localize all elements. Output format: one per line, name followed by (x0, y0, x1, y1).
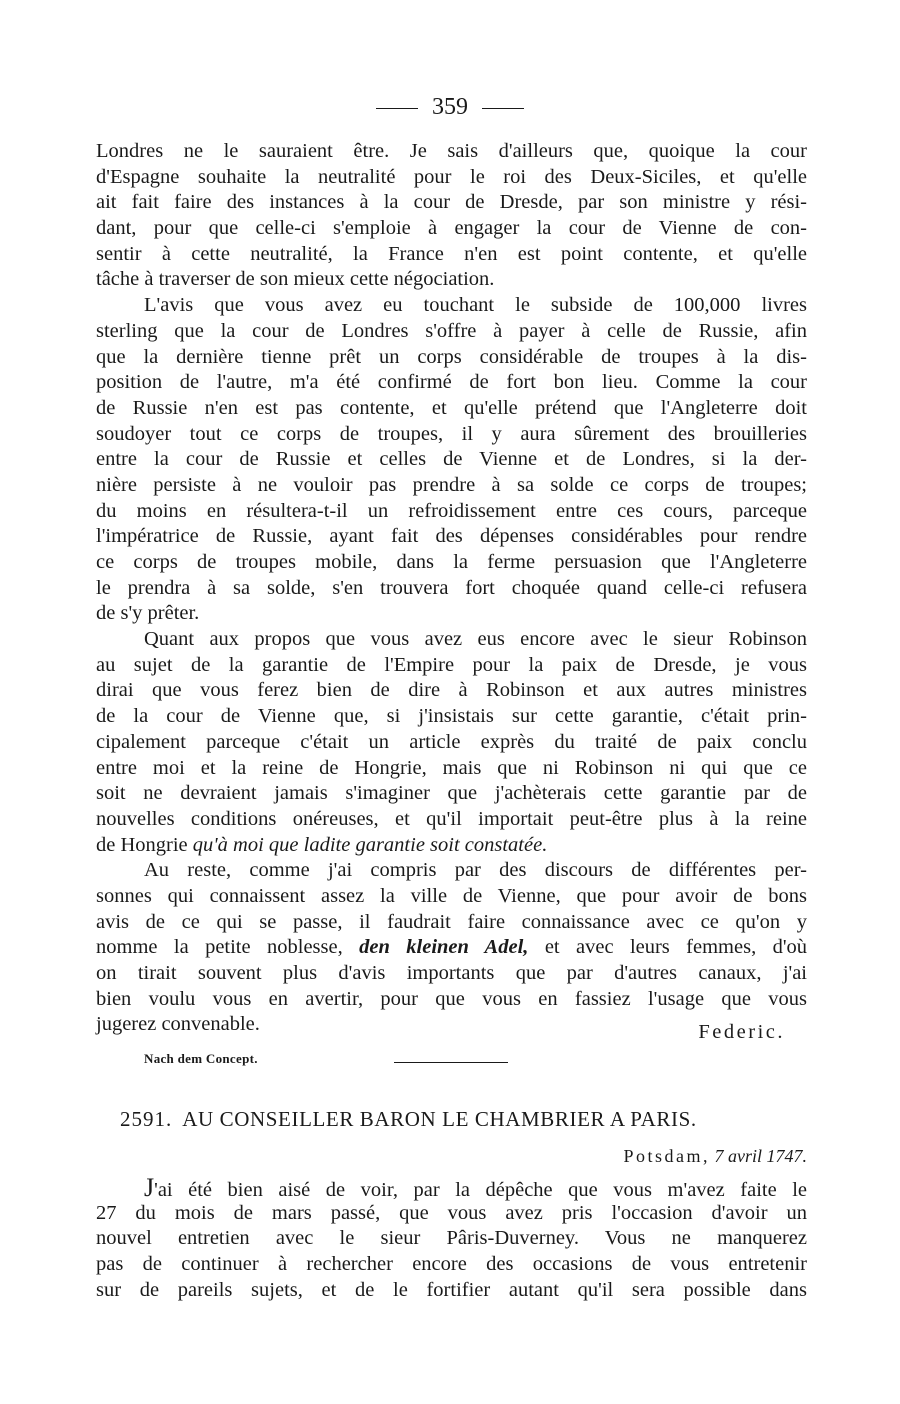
text-line: soudoyer tout ce corps de troupes, il y aura sûrement des brouilleries (96, 422, 807, 445)
text-line: que la dernière tienne prêt un corps considérable de troupes à la dis- (96, 345, 807, 368)
signature: Federic. (698, 1021, 785, 1044)
text-line: bien voulu vous en avertir, pour que vous en fassiez l'usage que vous (96, 987, 807, 1010)
letter-2-body (96, 1175, 807, 1303)
paragraph-4 (96, 858, 807, 1042)
text-line: Quant aux propos que vous avez eus encore avec le sieur Robinson (144, 628, 807, 651)
text-line: nière persiste à ne vouloir pas prendre à sa solde ce corps de troupes; (96, 473, 807, 496)
text-run: 'ai été bien aisé de voir, par la dépêche que vous m'avez faite le (154, 1179, 807, 1201)
text-line: nouvel entretien avec le sieur Pâris-Duverney. Vous ne manquerez (96, 1227, 807, 1250)
paragraph-3 (96, 627, 807, 858)
text-line: sonnes qui connaissent assez la ville de Vienne, que pour avoir de bons (96, 884, 807, 907)
text-line: du moins en résultera-t-il un refroidissement entre ces cours, parceque (96, 499, 807, 522)
text-line: pas de continuer à rechercher encore des occasions de vous entretenir (96, 1253, 807, 1276)
text-line: le prendra à sa solde, s'en trouvera fort choquée quand celle-ci refusera (96, 576, 807, 599)
text-line: entre moi et la reine de Hongrie, mais que ni Robinson ni qui que ce (96, 756, 807, 779)
text-line: ait fait faire des instances à la cour de Dresde, par son ministre y rési- (96, 191, 807, 214)
text-run: de Hongrie (96, 833, 188, 856)
text-line: l'impératrice de Russie, ayant fait des dépenses considérables pour rendre (96, 525, 807, 548)
text-line: jugerez convenable. (96, 1013, 260, 1036)
text-line: avis de ce qui se passe, il faudrait faire connaissance avec ce qu'on y (96, 910, 807, 933)
text-line: position de l'autre, m'a été confirmé de fort bon lieu. Comme la cour (96, 371, 807, 394)
text-line: dant, pour que celle-ci s'emploie à engager la cour de Vienne de con- (96, 217, 807, 240)
text-line: de s'y prêter. (96, 602, 200, 625)
letter-body (96, 139, 807, 1042)
text-line (96, 1175, 807, 1201)
page-number (0, 92, 900, 122)
text-line: sentir à cette neutralité, la France n'en est point contente, et qu'elle (96, 242, 807, 265)
text-line: d'Espagne souhaite la neutralité pour le roi des Deux-Siciles, et qu'elle (96, 165, 807, 188)
section-divider (394, 1062, 508, 1063)
paragraph-1 (96, 139, 807, 293)
text-line: nouvelles conditions onéreuses, et qu'il importait peut-être plus à la reine (96, 807, 807, 830)
german-phrase: den kleinen Adel, (359, 936, 529, 959)
text-line: entre la cour de Russie et celles de Vienne et de Londres, si la der- (96, 448, 807, 471)
text-line: cipalement parceque c'était un article exprès du traité de paix conclu (96, 730, 807, 753)
text-line: soit ne devraient jamais s'imaginer que j'achèterais cette garantie par de (96, 782, 807, 805)
italic-phrase: qu'à moi que ladite garantie soit constatée. (192, 833, 548, 856)
text-line: L'avis que vous avez eu touchant le subside de 100,000 livres (144, 294, 807, 317)
text-run: nomme la petite noblesse, (96, 936, 343, 959)
letter-recipient: AU CONSEILLER BARON LE CHAMBRIER A PARIS. (182, 1107, 697, 1131)
paragraph-2 (96, 293, 807, 627)
dateline-date: 7 avril 1747. (714, 1146, 807, 1166)
text-line: tâche à traverser de son mieux cette négociation. (96, 268, 495, 291)
drop-cap: J (144, 1173, 155, 1202)
text-line: Londres ne le sauraient être. Je sais d'ailleurs que, quoique la cour (96, 140, 807, 162)
dateline (623, 1146, 807, 1167)
letter-heading (120, 1107, 697, 1132)
text-line: de la cour de Vienne que, si j'insistais sur cette garantie, c'était prin- (96, 705, 807, 728)
text-line: Au reste, comme j'ai compris par des discours de différentes per- (144, 859, 807, 882)
dateline-place: Potsdam, (623, 1146, 710, 1166)
text-line: ce corps de troupes mobile, dans la ferme persuasion que l'Angleterre (96, 551, 807, 573)
text-line: on tirait souvent plus d'avis importants que par d'autres canaux, j'ai (96, 962, 807, 984)
text-line: sur de pareils sujets, et de le fortifier autant qu'il sera possible dans (96, 1278, 807, 1301)
text-line (96, 833, 807, 859)
source-note: Nach dem Concept. (144, 1051, 258, 1066)
letter-number: 2591. (120, 1107, 173, 1131)
page-number-dash-left (376, 108, 418, 109)
text-line: sterling que la cour de Londres s'offre à payer à celle de Russie, afin (96, 319, 807, 342)
text-line: dirai que vous ferez bien de dire à Robinson et aux autres ministres (96, 679, 807, 702)
text-run: et avec leurs femmes, d'où (544, 936, 808, 959)
text-line: au sujet de la garantie de l'Empire pour la paix de Dresde, je vous (96, 653, 807, 676)
text-line (96, 935, 807, 961)
page-number-dash-right (482, 108, 524, 109)
page-number-text: 359 (432, 94, 468, 120)
text-line: de Russie n'en est pas contente, et qu'elle prétend que l'Angleterre doit (96, 396, 807, 419)
text-line: 27 du mois de mars passé, que vous avez pris l'occasion d'avoir un (96, 1201, 807, 1224)
closing-row (96, 1012, 807, 1042)
